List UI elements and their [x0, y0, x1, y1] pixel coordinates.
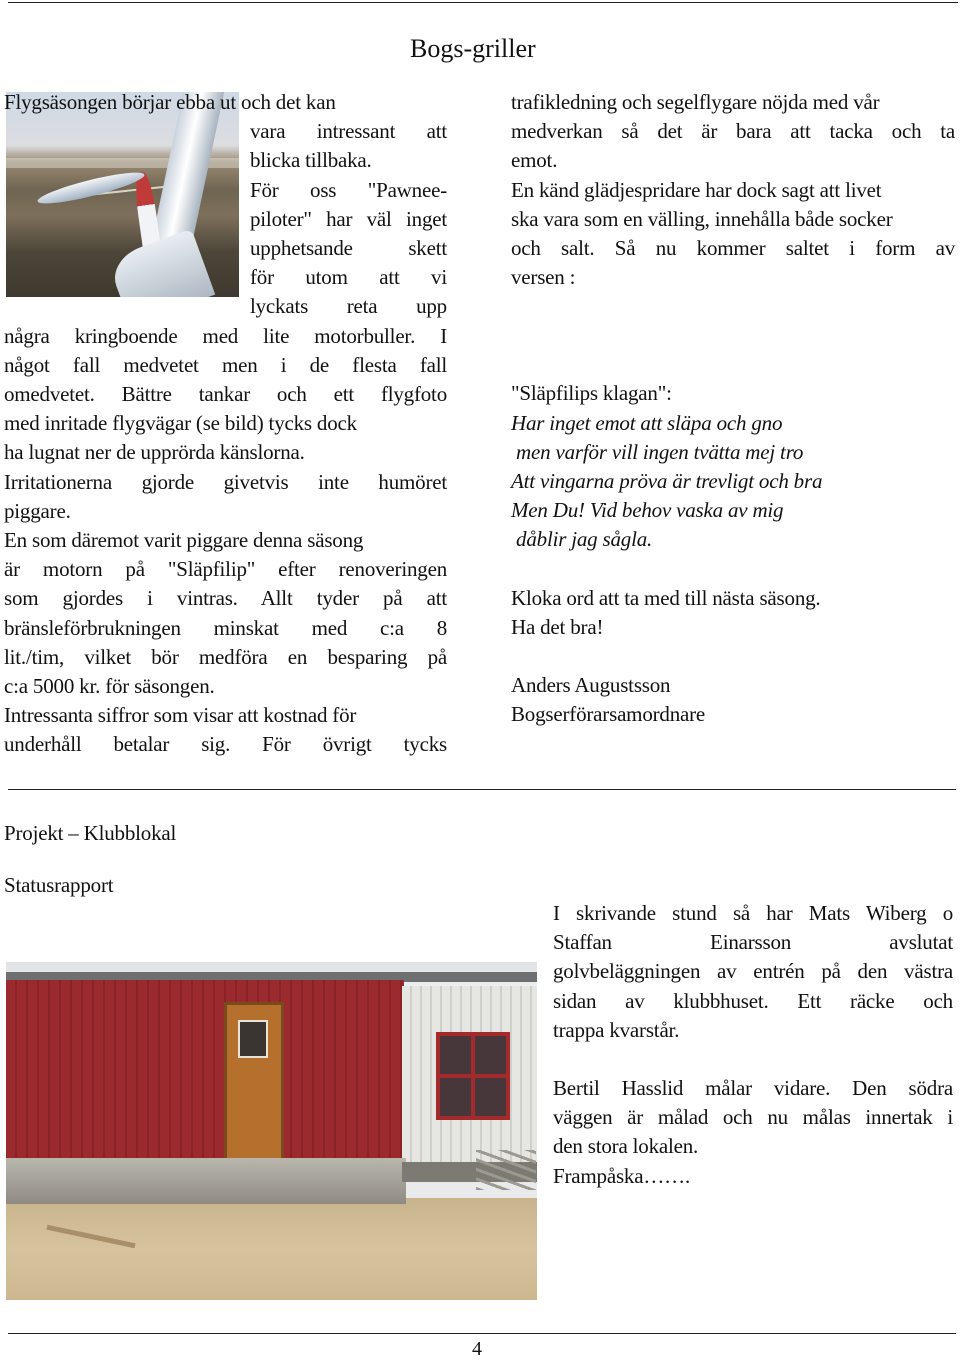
text-line: versen :: [511, 265, 576, 290]
text-line: trappa kvarstår.: [553, 1017, 680, 1042]
closing-line: Ha det bra!: [511, 614, 604, 639]
text-line: vara intressant att: [250, 119, 447, 144]
signature-role: Bogserförarsamordnare: [511, 702, 706, 727]
section-divider: [8, 789, 956, 790]
text-line: bränsleförbrukningen minskat med c:a 8: [4, 615, 447, 640]
text-line: ska vara som en välling, innehålla både socker: [511, 206, 893, 231]
text-line: medverkan så det är bara att tacka och ta: [511, 119, 955, 144]
signature-name: Anders Augustsson: [511, 673, 671, 698]
text-line: För oss "Pawnee-: [250, 177, 447, 202]
poem-line: Har inget emot att släpa och gno: [511, 410, 783, 435]
text-line: En som däremot varit piggare denna säsong: [4, 528, 364, 553]
text-line: lit./tim, vilket bör medföra en besparing på: [4, 644, 447, 669]
text-line: Flygsäsongen börjar ebba ut och det kan: [4, 90, 336, 114]
page-title: Bogs-griller: [410, 34, 536, 63]
text-line: sidan av klubbhuset. Ett räcke och: [553, 988, 953, 1013]
text-line: omedvetet. Bättre tankar och ett flygfoto: [4, 382, 447, 407]
text-line: är motorn på "Släpfilip" efter renoveringen: [4, 557, 447, 582]
text-line: ha lugnat ner de upprörda känslorna.: [4, 440, 305, 465]
footer-rule: [8, 1333, 956, 1334]
text-line: för utom att vi: [250, 265, 447, 290]
text-line: Irritationerna gjorde givetvis inte humöret: [4, 469, 447, 494]
poem-line: men varför vill ingen tvätta mej tro: [511, 439, 804, 464]
text-line: med inritade flygvägar (se bild) tycks dock: [4, 411, 357, 436]
text-line: väggen är målad och nu målas innertak i: [553, 1105, 953, 1130]
poem-line: dåblir jag sågla.: [511, 527, 653, 552]
text-line: trafikledning och segelflygare nöjda med vår: [511, 90, 880, 114]
text-line: något fall medvetet men i de flesta fall: [4, 352, 447, 377]
text-line: Staffan Einarsson avslutat: [553, 930, 953, 955]
top-rule: [8, 2, 958, 3]
text-line: den stora lokalen.: [553, 1134, 699, 1159]
text-line: underhåll betalar sig. För övrigt tycks: [4, 732, 447, 757]
poem-line: Att vingarna pröva är trevligt och bra: [511, 469, 823, 494]
text-line: Intressanta siffror som visar att kostnad för: [4, 703, 357, 728]
left-column-text: [4, 88, 447, 760]
project-title: Projekt – Klubblokal: [4, 821, 177, 845]
page-number: 4: [472, 1338, 482, 1360]
poem-line: Men Du! Vid behov vaska av mig: [511, 498, 784, 523]
text-line: och salt. Så nu kommer saltet i form av: [511, 236, 955, 261]
text-line: några kringboende med lite motorbuller. I: [4, 323, 447, 348]
text-line: golvbeläggningen av entrén på den västra: [553, 959, 953, 984]
text-line: emot.: [511, 148, 558, 173]
text-line: I skrivande stund så har Mats Wiberg o: [553, 901, 953, 925]
text-line: upphetsande skett: [250, 236, 447, 261]
text-line: piloter" har väl inget: [250, 206, 447, 231]
clubhouse-photo: [6, 962, 537, 1300]
poem-title: "Släpfilips klagan":: [511, 381, 672, 406]
project-subtitle: Statusrapport: [4, 873, 114, 897]
project-status-text: [553, 899, 953, 1191]
text-line: En känd glädjespridare har dock sagt att livet: [511, 177, 882, 202]
text-line: piggare.: [4, 498, 71, 523]
right-column-text: [511, 88, 955, 729]
text-line: lyckats reta upp: [250, 294, 447, 319]
text-line: c:a 5000 kr. för säsongen.: [4, 674, 215, 699]
text-line: som gjordes i vintras. Allt tyder på att: [4, 586, 447, 611]
text-line: Frampåska…….: [553, 1163, 690, 1188]
closing-line: Kloka ord att ta med till nästa säsong.: [511, 585, 821, 610]
text-line: Bertil Hasslid målar vidare. Den södra: [553, 1076, 953, 1101]
text-line: blicka tillbaka.: [250, 148, 372, 173]
